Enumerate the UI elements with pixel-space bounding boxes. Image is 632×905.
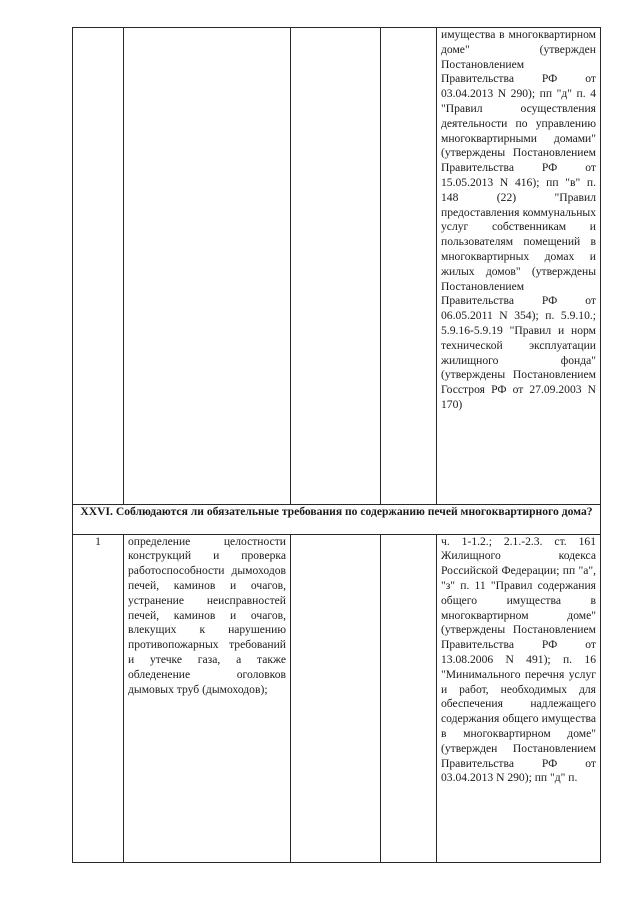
section-title: XXVI. Соблюдаются ли обязательные требования по содержанию печей многоквартирного дома? (73, 504, 601, 534)
section-header-row (73, 504, 601, 534)
empty-cell (381, 534, 437, 862)
legal-basis-text: имущества в многоквартирном доме" (утвержден Постановлением Правительства РФ от 03.04.2013 N 290); пп "д" п. 4 "Правил осуществления деятельности по управлению многоквартирными домами" (утверждены Постановлением Правительства РФ от 15.05.2013 N 416); пп "в" п. 148 (22) "Правил предоставления коммунальных услуг собственникам и пользователям помещений в многоквартирных домах и жилых домов" (утверждены Постановлением Правительства РФ от 06.05.2011 N 354); п. 5.9.10.; 5.9.16-5.9.19 "Правил и норм технической эксплуатации жилищного фонда" (утверждены Постановлением Госстроя РФ от 27.09.2003 N 170) (441, 28, 599, 411)
requirement-cell (124, 534, 291, 862)
empty-cell (291, 28, 381, 505)
requirement-cell (124, 28, 291, 505)
row-number: 1 (73, 534, 124, 862)
legal-basis-text: ч. 1-1.2.; 2.1.-2.3. ст. 161 Жилищного кодекса Российской Федерации; пп "а", "з" п. 11 "Правил содержания общего имущества в многоквартирном доме" (утверждены Постановлением Правительства РФ от 13.08.2006 N 491); п. 16 "Минимального перечня услуг и работ, необходимых для обеспечения надлежащего содержания общего имущества в многоквартирном доме" (утвержден Постановлением Правительства РФ от 03.04.2013 N 290); пп "д" п. (441, 534, 599, 785)
number-cell (73, 28, 124, 505)
legal-basis-cell (437, 28, 601, 505)
table-row (73, 534, 601, 862)
empty-cell (291, 534, 381, 862)
empty-cell (381, 28, 437, 505)
requirement-text: определение целостности конструкций и проверка работоспособности дымоходов печей, каминов и очагов, устранение неисправностей печей, каминов и очагов, влекущих к нарушению противопожарных требований и утечке газа, а также обледенение оголовков дымовых труб (дымоходов); (128, 534, 289, 696)
table-row (73, 28, 601, 505)
checklist-table (72, 27, 601, 863)
legal-basis-cell (437, 534, 601, 862)
